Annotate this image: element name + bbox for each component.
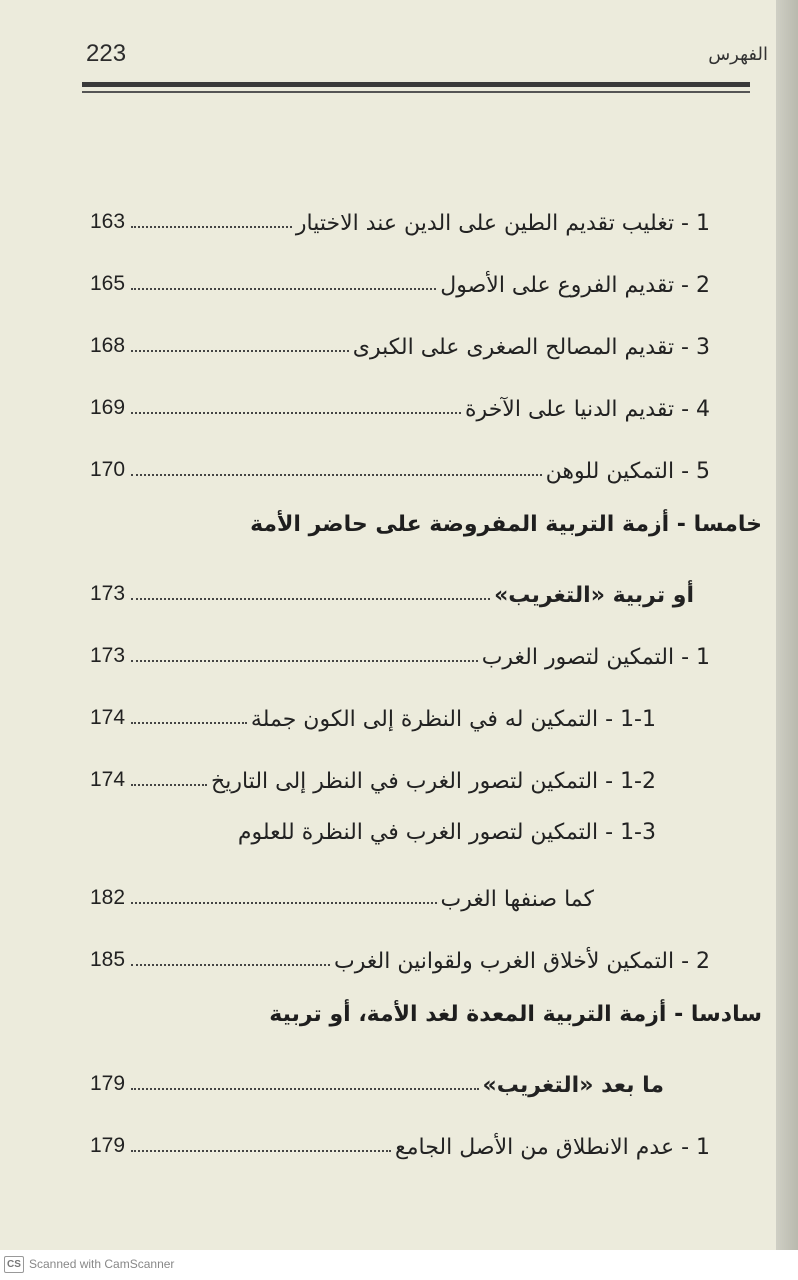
- dot-leader: [131, 412, 461, 414]
- toc-entry-page: 179: [90, 1134, 126, 1157]
- dot-leader: [131, 784, 207, 786]
- section-heading: خامسا - أزمة التربية المفروضة على حاضر الأمة: [250, 512, 762, 537]
- toc-entry-title: 1 - التمكين لتصور الغرب: [481, 645, 710, 670]
- toc-entry: [90, 872, 594, 912]
- toc-entry-title: 3 - تقديم المصالح الصغرى على الكبرى: [352, 335, 710, 360]
- scanner-watermark: Scanned with CamScanner: [29, 1257, 175, 1271]
- section-heading: سادسا - أزمة التربية المعدة لغد الأمة، أو تربية: [269, 1002, 762, 1027]
- page-number: 223: [86, 40, 127, 67]
- toc-entry-page: 174: [90, 706, 126, 729]
- toc-entry-title: 4 - تقديم الدنيا على الآخرة: [465, 397, 710, 422]
- toc-entry-title: 2 - تقديم الفروع على الأصول: [440, 273, 710, 298]
- toc-entry: [90, 258, 710, 298]
- dot-leader: [131, 598, 490, 600]
- toc-entry: [90, 196, 710, 236]
- dot-leader: [131, 1088, 479, 1090]
- toc-entry: [90, 1058, 664, 1098]
- toc-entry: [90, 444, 710, 484]
- dot-leader: [131, 350, 349, 352]
- dot-leader: [131, 902, 437, 904]
- toc-entry-page: 169: [90, 396, 126, 419]
- dot-leader: [131, 1150, 391, 1152]
- toc-entry-title: 1 - عدم الانطلاق من الأصل الجامع: [395, 1135, 710, 1160]
- book-spine-shadow: [776, 0, 798, 1250]
- toc-entry-title: كما صنفها الغرب: [440, 887, 594, 912]
- dot-leader: [131, 474, 542, 476]
- toc-entry: [90, 934, 710, 974]
- toc-entry-page: 185: [90, 948, 126, 971]
- toc-entry: [90, 754, 656, 794]
- toc-entry: [90, 1120, 710, 1160]
- dot-leader: [131, 964, 330, 966]
- toc-entry: [90, 382, 710, 422]
- toc-entry-page: 170: [90, 458, 126, 481]
- dot-leader: [131, 660, 478, 662]
- toc-entry-page: 168: [90, 334, 126, 357]
- toc-entry-title: 1-2 - التمكين لتصور الغرب في النظر إلى التاريخ: [211, 769, 656, 794]
- header-rule-thin: [82, 91, 750, 93]
- dot-leader: [131, 288, 436, 290]
- toc-entry: [90, 320, 710, 360]
- toc-entry-title: ما بعد «التغريب»: [482, 1073, 664, 1098]
- toc-entry: [90, 692, 656, 732]
- toc-entry-title: 1 - تغليب تقديم الطين على الدين عند الاختيار: [295, 211, 710, 236]
- camscanner-logo: CS: [4, 1256, 24, 1273]
- toc-entry-page: 182: [90, 886, 126, 909]
- dot-leader: [131, 722, 247, 724]
- toc-entry-page: 165: [90, 272, 126, 295]
- toc-entry-page: 173: [90, 644, 126, 667]
- toc-entry-page: 173: [90, 582, 126, 605]
- toc-entry: [90, 630, 710, 670]
- toc-entry-page: 179: [90, 1072, 126, 1095]
- toc-entry-title: أو تربية «التغريب»: [494, 583, 694, 608]
- toc-entry-title: 1-1 - التمكين له في النظرة إلى الكون جملة: [250, 707, 656, 732]
- running-head: الفهرس: [708, 44, 768, 65]
- toc-entry-page: 163: [90, 210, 126, 233]
- toc-entry: [90, 568, 694, 608]
- toc-entry-title: 2 - التمكين لأخلاق الغرب ولقوانين الغرب: [334, 949, 710, 974]
- toc-entry-page: 174: [90, 768, 126, 791]
- dot-leader: [131, 226, 292, 228]
- toc-entry-title: 5 - التمكين للوهن: [545, 459, 710, 484]
- header-rule-thick: [82, 82, 750, 87]
- toc-entry-title: 1-3 - التمكين لتصور الغرب في النظرة للعلوم: [237, 820, 656, 845]
